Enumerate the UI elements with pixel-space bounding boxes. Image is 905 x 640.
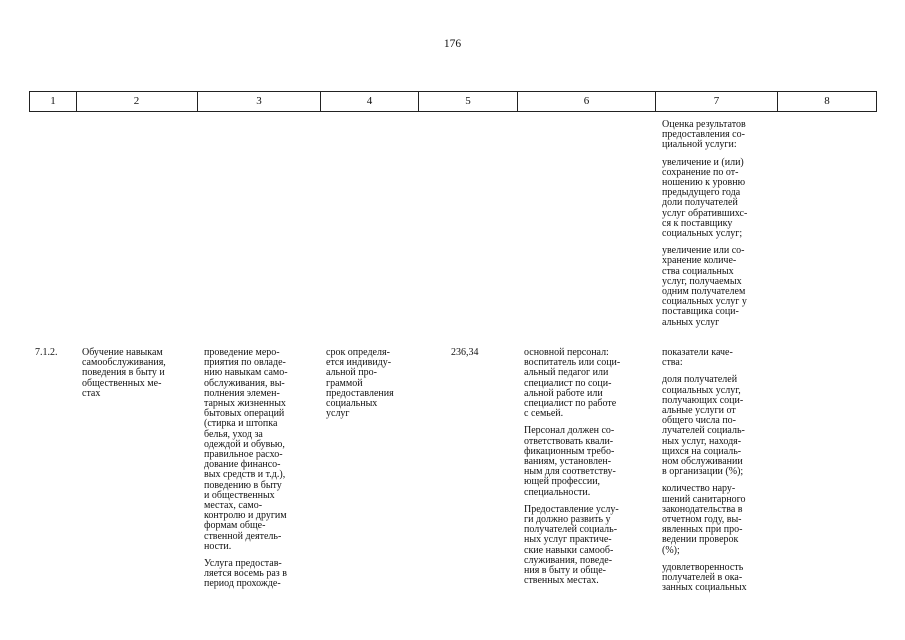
- description-paragraph: Услуга предостав- ляется восемь раз в период прохожде-: [204, 558, 287, 590]
- header-col-2: 2: [76, 91, 198, 112]
- quality-indicators: [662, 348, 780, 593]
- conditions-paragraph: Персонал должен со- ответствовать квали- фикационным требо- ваниям, установлен- ным для соответству- ющей профессии, специальности.: [524, 425, 616, 498]
- indicator-item: удовлетворенность получателей в ока- занных социальных: [662, 561, 747, 594]
- results-item-2: увеличение или со- хранение количе- ства социальных услуг, получаемых одним получателем социальных услуг у поставщика соци- альных услуг: [662, 245, 747, 328]
- continuation-block: [662, 120, 780, 328]
- header-col-3: 3: [198, 91, 321, 112]
- indicator-item: количество нару- шений санитарного законодательства в отчетном году, вы- явленных при про- ведении проверок (%);: [662, 483, 746, 556]
- header-col-7: 7: [656, 91, 778, 112]
- conditions-paragraph: основной персонал: воспитатель или соци- альный педагог или специалист по соци- альной работе или специалист по работе с семьей.: [524, 347, 621, 420]
- service-conditions: [524, 348, 654, 586]
- description-paragraph: проведение меро- приятия по овладе- нию навыкам само- обслуживания, вы- полнения элемен- тарных жизненных бытовых операций (стирка и штопка белья, уход за одеждой и обувью, правильное расхо- дование финансо- вых средств и т.д.), поведению в быту и общественных местах, само- контролю и другим формам обще- ственной деятель- ности.: [204, 347, 288, 552]
- service-name: Обучение навыкам самообслуживания, поведения в быту и общественных ме- стах: [82, 347, 166, 399]
- conditions-paragraph: Предоставление услу- ги должно развить у получателей социаль- ных услуг практиче- ские навыки самооб- служивания, поведе- ния в быту и обще- ственных местах.: [524, 503, 619, 587]
- results-item-1: увеличение и (или) сохранение по от- ношению к уровню предыдущего года доли получателей услуг обратившихс- ся к поставщику социальных услуг;: [662, 156, 748, 240]
- page-number: 176: [443, 38, 462, 50]
- header-col-1: 1: [29, 91, 77, 112]
- row-number: 7.1.2.: [35, 347, 58, 358]
- results-heading: Оценка результатов предоставления со- циальной услуги:: [662, 119, 746, 151]
- service-tariff: 236,34: [451, 347, 479, 358]
- header-col-8: 8: [778, 91, 877, 112]
- service-description: [204, 348, 320, 590]
- header-col-6: 6: [518, 91, 656, 112]
- indicator-item: доля получателей социальных услуг, получающих соци- альные услуги от общего числа по- лучателей социаль- ных услуг, находя- щихся на социаль- ном обслуживании в организации (%);: [662, 374, 745, 478]
- header-col-5: 5: [419, 91, 518, 112]
- indicators-heading: показатели каче- ства:: [662, 347, 733, 369]
- header-col-4: 4: [321, 91, 419, 112]
- service-term: срок определя- ется индивиду- альной про- граммой предоставления социальных услуг: [326, 347, 394, 420]
